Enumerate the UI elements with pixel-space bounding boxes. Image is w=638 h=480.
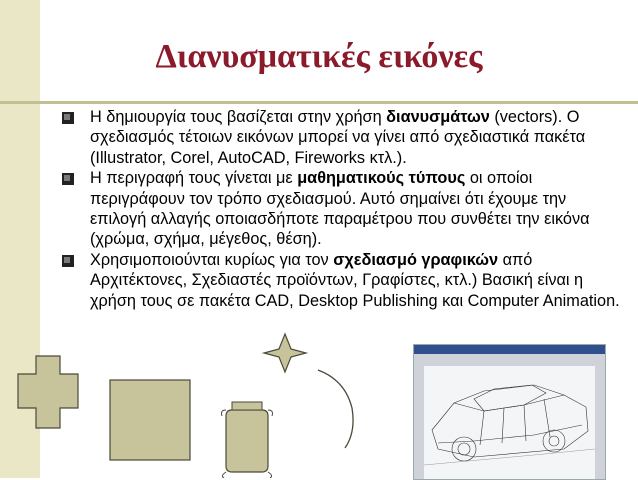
bullet-item [62,168,622,250]
square-bullet-icon [62,112,74,124]
bullet-bold-term: διανυσμάτων [386,108,490,126]
bullet-text-after: οι οποίοι περιγράφουν τον τρόπο σχεδιασμού. Αυτό σημαίνει ότι έχουμε την επιλογή αλλαγής οποιασδήποτε παραμέτρου που συνθέτει την εικόνα (χρώμα, σχήμα, μέγεθος, θέση). [90,169,590,249]
scroll-banner-shape [222,402,273,478]
bullet-text-before: Η δημιουργία τους βασίζεται στην χρήση [90,108,387,126]
cad-screenshot-image [413,344,606,480]
square-bullet-icon [62,173,74,185]
bullet-text-before: Η περιγραφή τους γίνεται με [90,169,298,188]
slide-title: Διανυσματικές εικόνες [155,38,483,75]
bullet-list [62,107,622,311]
bullet-bold-term: μαθηματικούς τύπους [297,169,466,188]
square-bullet-icon [62,255,74,267]
cross-shape [18,356,78,428]
bullet-text-before: Χρησιμοποιούνται κυρίως για τον [90,250,334,269]
square-shape [110,380,190,460]
cad-car-wireframe-icon [414,345,605,479]
vector-shapes-illustration [0,330,420,478]
four-point-star-shape [264,334,306,372]
bullet-text-after: (vectors). Ο σχεδιασμός τέτοιων εικόνων μπορεί να γίνει από σχεδιαστικά πακέτα (Illustrator, Corel, AutoCAD, Fireworks κτλ.). [90,108,586,167]
bullet-text-after: από Αρχιτέκτονες, Σχεδιαστές προϊόντων, Γραφίστες, κτλ.) Βασική είναι η χρήση τους σε πακέτα CAD, Desktop Publishing και Computer Animation. [90,250,620,310]
bullet-item [62,250,622,311]
bullet-bold-term: σχεδιασμό γραφικών [333,250,499,269]
title-divider [0,101,638,104]
arc-curve [318,370,353,448]
bullet-item [62,107,622,168]
